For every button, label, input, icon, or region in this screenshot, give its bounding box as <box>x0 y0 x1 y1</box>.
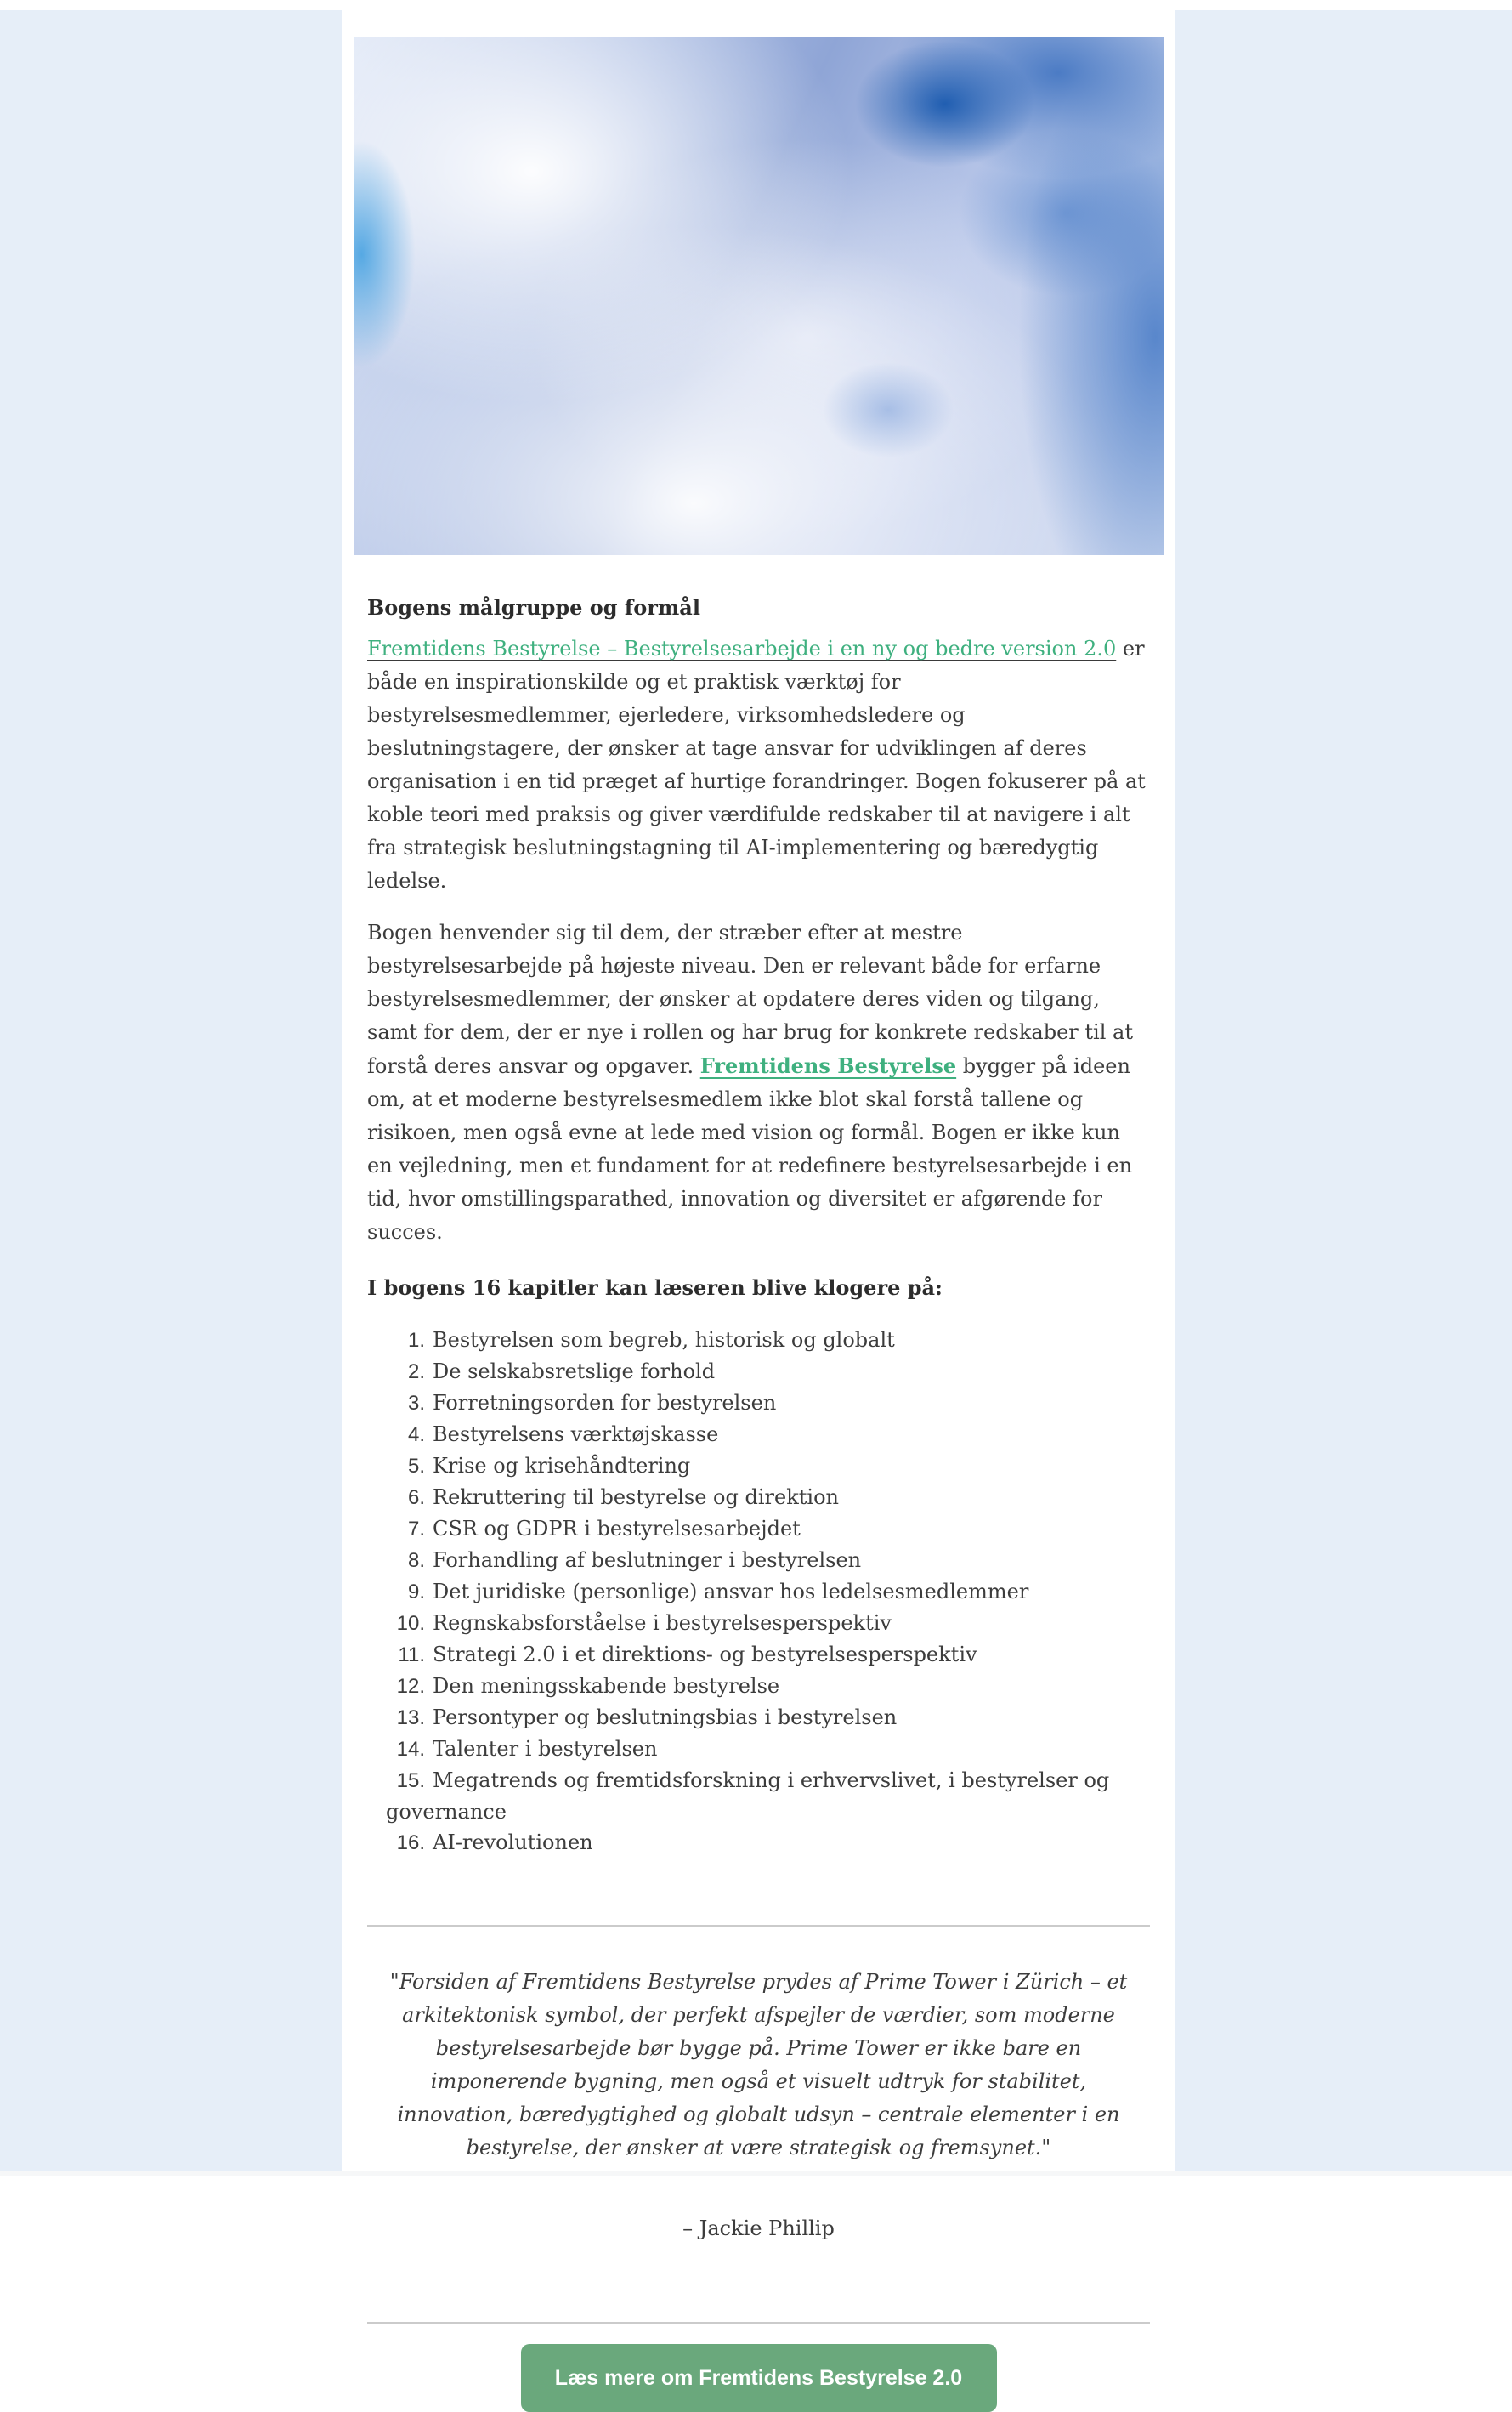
chapter-list-item: Megatrends og fremtidsforskning i erhvervslivet, i bestyrelser og governance <box>386 1768 1110 1824</box>
read-more-button[interactable]: Læs mere om Fremtidens Bestyrelse 2.0 <box>521 2344 997 2412</box>
audience-text-after: bygger på ideen om, at et moderne bestyrelsesmedlem ikke blot skal forstå tallene og risikoen, men også evne at lede med vision og formål. Bogen er ikke kun en vejledning, men et fundament for at redefinere bestyrelsesarbejde i en tid, hvor omstillingsparathed, innovation og diversitet er afgørende for succes. <box>367 1054 1133 1244</box>
chapter-list-item: Bestyrelsens værktøjskasse <box>433 1422 719 1446</box>
chapter-list-item: Krise og krisehåndtering <box>433 1454 691 1478</box>
chapter-list-item: Persontyper og beslutningsbias i bestyrelsen <box>433 1705 898 1729</box>
book-title-link[interactable]: Fremtidens Bestyrelse – Bestyrelsesarbejde i en ny og bedre version 2.0 <box>367 637 1117 661</box>
chapter-list-item: Bestyrelsen som begreb, historisk og globalt <box>433 1328 895 1352</box>
audience-paragraph <box>367 917 1150 1249</box>
chapters-heading: I bogens 16 kapitler kan læseren blive klogere på: <box>367 1275 943 1300</box>
divider-bottom <box>367 2322 1150 2324</box>
quote-attribution: – Jackie Phillip <box>682 2216 835 2240</box>
intro-heading: Bogens målgruppe og formål <box>367 595 700 620</box>
cloud-sky-photo <box>354 37 1164 555</box>
chapter-list-item: Talenter i bestyrelsen <box>433 1737 658 1761</box>
audience-text-before: Bogen henvender sig til dem, der stræber efter at mestre bestyrelsesarbejde på højeste niveau. Den er relevant både for erfarne bestyrelsesmedlemmer, der ønsker at opdatere deres viden og tilgang, samt for dem, der er nye i rollen og har brug for konkrete redskaber til at forstå deres ansvar og opgaver. <box>367 921 1133 1078</box>
chapter-list-item: Den meningsskabende bestyrelse <box>433 1674 780 1698</box>
cta-row <box>367 2344 1150 2412</box>
email-card <box>342 10 1175 2390</box>
chapter-list-item: AI-revolutionen <box>433 1830 593 1854</box>
chapter-list-item: De selskabsretslige forhold <box>433 1359 716 1383</box>
chapter-list-item: Strategi 2.0 i et direktions- og bestyrelsesperspektiv <box>433 1643 977 1666</box>
chapter-list-item: Forhandling af beslutninger i bestyrelsen <box>433 1548 862 1572</box>
divider-top <box>367 1925 1150 1927</box>
chapter-list-item: Det juridiske (personlige) ansvar hos ledelsesmedlemmer <box>433 1580 1029 1603</box>
chapter-list-item: Forretningsorden for bestyrelsen <box>433 1391 777 1415</box>
bottom-gray-strip <box>0 2171 1512 2176</box>
book-title-link-short[interactable]: Fremtidens Bestyrelse <box>699 1053 957 1078</box>
chapter-list-item: Rekruttering til bestyrelse og direktion <box>433 1485 839 1509</box>
chapter-list <box>367 1325 1150 1859</box>
chapter-list-item: Regnskabsforståelse i bestyrelsesperspektiv <box>433 1611 892 1635</box>
email-body <box>342 591 1175 2412</box>
chapter-list-item: CSR og GDPR i bestyrelsesarbejdet <box>433 1517 801 1541</box>
intro-text: er både en inspirationskilde og et praktisk værktøj for bestyrelsesmedlemmer, ejerledere, virksomhedsledere og beslutningstagere, der ønsker at tage ansvar for udviklingen af deres organisation i en tid præget af hurtige forandringer. Bogen fokuserer på at koble teori med praksis og giver værdifulde redskaber til at navigere i alt fra strategisk beslutningstagning til AI-implementering og bæredygtig ledelse. <box>367 637 1146 893</box>
intro-paragraph <box>367 591 1150 898</box>
quote-text: "Forsiden af Fremtidens Bestyrelse prydes af Prime Tower i Zürich – et arkitektonisk symbol, der perfekt afspejler de værdier, som moderne bestyrelsesarbejde bør bygge på. Prime Tower er ikke bare en imponerende bygning, men også et visuelt udtryk for stabilitet, innovation, bæredygtighed og globalt udsyn – centrale elementer i en bestyrelse, der ønsker at være strategisk og fremsynet." <box>389 1970 1128 2159</box>
top-white-strip <box>0 0 1512 10</box>
